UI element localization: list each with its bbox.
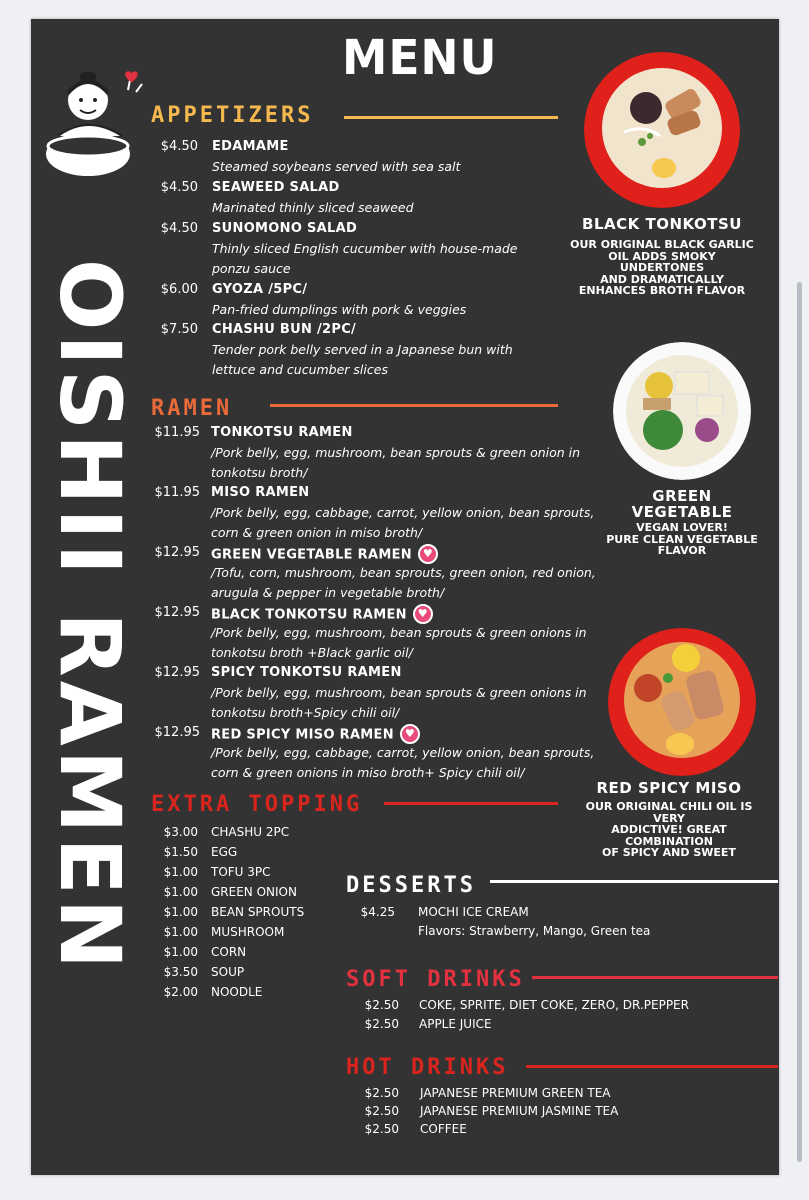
ramen-divider <box>270 404 558 407</box>
topping-name: NOODLE <box>211 985 263 999</box>
topping-divider <box>384 802 558 805</box>
item-price: $4.50 <box>160 139 198 154</box>
item-name-text: MISO RAMEN <box>211 485 310 500</box>
drink-name: JAPANESE PREMIUM GREEN TEA <box>420 1086 611 1100</box>
dessert-desc: Flavors: Strawberry, Mango, Green tea <box>418 924 651 938</box>
topping-price: $1.00 <box>163 925 198 939</box>
drink-name: COKE, SPRITE, DIET COKE, ZERO, DR.PEPPER <box>419 998 689 1012</box>
item-name: SEAWEED SALAD <box>212 180 340 195</box>
item-desc: /Pork belly, egg, mushroom, bean sprouts & green onions in <box>211 685 587 700</box>
item-name <box>211 425 353 440</box>
item-price: $7.50 <box>160 322 198 337</box>
item-price: $4.50 <box>160 221 198 236</box>
item-name-text: BLACK TONKOTSU RAMEN <box>211 607 407 623</box>
red-spicy-miso-photo <box>608 628 756 776</box>
topping-price: $3.00 <box>163 825 198 839</box>
item-name: SUNOMONO SALAD <box>212 221 358 236</box>
drink-name: JAPANESE PREMIUM JASMINE TEA <box>420 1104 619 1118</box>
item-desc: lettuce and cucumber slices <box>212 362 388 377</box>
menu-title: MENU <box>342 30 498 86</box>
heart-icon: ♥ <box>418 544 438 564</box>
item-desc: corn & green onion in miso broth/ <box>211 525 423 540</box>
hot-drinks-heading: HOT DRINKS <box>346 1055 509 1080</box>
topping-name: BEAN SPROUTS <box>211 905 305 919</box>
topping-name: MUSHROOM <box>211 925 285 939</box>
item-desc: ponzu sauce <box>212 261 291 276</box>
heart-icon: ♥ <box>413 604 433 624</box>
item-name <box>211 545 438 565</box>
feature-body-green-vegetable: VEGAN LOVER! PURE CLEAN VEGETABLE FLAVOR <box>606 521 758 557</box>
green-vegetable-photo <box>613 342 751 480</box>
drink-price: $2.50 <box>364 1122 399 1136</box>
hot-drinks-divider <box>526 1065 778 1068</box>
topping-price: $3.50 <box>163 965 198 979</box>
drink-name: APPLE JUICE <box>419 1017 492 1031</box>
item-desc: Thinly sliced English cucumber with house-made <box>212 241 518 256</box>
item-price: $11.95 <box>154 485 200 500</box>
black-tonkotsu-photo <box>584 52 740 208</box>
item-name <box>211 665 402 680</box>
drink-price: $2.50 <box>364 1104 399 1118</box>
item-name: CHASHU BUN /2PC/ <box>212 322 357 337</box>
item-name-text: RED SPICY MISO RAMEN <box>211 727 394 743</box>
topping-price: $1.00 <box>163 885 198 899</box>
item-name-text: GREEN VEGETABLE RAMEN <box>211 547 412 563</box>
topping-price: $2.00 <box>163 985 198 999</box>
dessert-price: $4.25 <box>360 905 395 919</box>
item-name <box>211 725 420 745</box>
feature-title-black-tonkotsu: BLACK TONKOTSU <box>582 215 742 233</box>
item-price: $12.95 <box>154 665 200 680</box>
drink-price: $2.50 <box>364 998 399 1012</box>
soft-drinks-divider <box>532 976 778 979</box>
feature-title-red-spicy-miso: RED SPICY MISO <box>596 779 742 797</box>
feature-body-black-tonkotsu: OUR ORIGINAL BLACK GARLIC OIL ADDS SMOKY UNDERTONES AND DRAMATICALLY ENHANCES BROTH FLAVOR <box>570 238 754 297</box>
item-price: $11.95 <box>154 425 200 440</box>
dessert-name: MOCHI ICE CREAM <box>418 905 529 919</box>
chef-logo-icon <box>42 66 154 181</box>
item-price: $6.00 <box>160 282 198 297</box>
desserts-heading: DESSERTS <box>346 873 476 898</box>
drink-price: $2.50 <box>364 1017 399 1031</box>
item-desc: arugula & pepper in vegetable broth/ <box>211 585 445 600</box>
item-desc: tonkotsu broth +Black garlic oil/ <box>211 645 413 660</box>
item-desc: /Pork belly, egg, mushroom, bean sprouts & green onion in <box>211 445 581 460</box>
topping-price: $1.00 <box>163 945 198 959</box>
item-price: $12.95 <box>154 725 200 740</box>
scrollbar[interactable] <box>797 282 802 1162</box>
drink-name: COFFEE <box>420 1122 467 1136</box>
item-desc: Steamed soybeans served with sea salt <box>212 159 461 174</box>
topping-name: SOUP <box>211 965 245 979</box>
topping-name: GREEN ONION <box>211 885 297 899</box>
soft-drinks-heading: SOFT DRINKS <box>346 967 525 992</box>
drink-price: $2.50 <box>364 1086 399 1100</box>
item-desc: Pan-fried dumplings with pork & veggies <box>212 302 467 317</box>
topping-heading: EXTRA TOPPING <box>151 792 363 817</box>
heart-icon: ♥ <box>400 724 420 744</box>
item-price: $4.50 <box>160 180 198 195</box>
item-name-text: TONKOTSU RAMEN <box>211 425 353 440</box>
feature-body-red-spicy-miso: OUR ORIGINAL CHILI OIL IS VERY ADDICTIVE! GREAT COMBINATION OF SPICY AND SWEET <box>585 800 753 859</box>
topping-price: $1.00 <box>163 865 198 879</box>
item-desc: /Pork belly, egg, cabbage, carrot, yellow onion, bean sprouts, <box>211 505 595 520</box>
item-desc: /Tofu, corn, mushroom, bean sprouts, green onion, red onion, <box>211 565 596 580</box>
topping-name: CORN <box>211 945 247 959</box>
ramen-heading: RAMEN <box>151 396 233 421</box>
item-desc: Marinated thinly sliced seaweed <box>212 200 414 215</box>
item-name: GYOZA /5PC/ <box>212 282 308 297</box>
desserts-divider <box>490 880 778 883</box>
item-price: $12.95 <box>154 545 200 560</box>
item-desc: Tender pork belly served in a Japanese bun with <box>212 342 513 357</box>
item-price: $12.95 <box>154 605 200 620</box>
item-name <box>211 485 309 500</box>
appetizers-divider <box>344 116 558 119</box>
feature-title-green-vegetable: GREEN VEGETABLE <box>631 487 733 521</box>
brand-name: OISHII RAMEN <box>41 258 139 973</box>
topping-name: EGG <box>211 845 238 859</box>
item-name: EDAMAME <box>212 139 289 154</box>
item-desc: tonkotsu broth/ <box>211 465 308 480</box>
topping-name: CHASHU 2PC <box>211 825 290 839</box>
topping-price: $1.50 <box>163 845 198 859</box>
item-name-text: SPICY TONKOTSU RAMEN <box>211 665 402 680</box>
topping-name: TOFU 3PC <box>211 865 271 879</box>
brand-vertical <box>40 248 140 983</box>
item-desc: corn & green onions in miso broth+ Spicy chili oil/ <box>211 765 525 780</box>
item-desc: tonkotsu broth+Spicy chili oil/ <box>211 705 400 720</box>
appetizers-heading: APPETIZERS <box>151 103 314 128</box>
item-desc: /Pork belly, egg, mushroom, bean sprouts & green onions in <box>211 625 587 640</box>
item-name <box>211 605 433 625</box>
item-desc: /Pork belly, egg, cabbage, carrot, yellow onion, bean sprouts, <box>211 745 595 760</box>
topping-price: $1.00 <box>163 905 198 919</box>
